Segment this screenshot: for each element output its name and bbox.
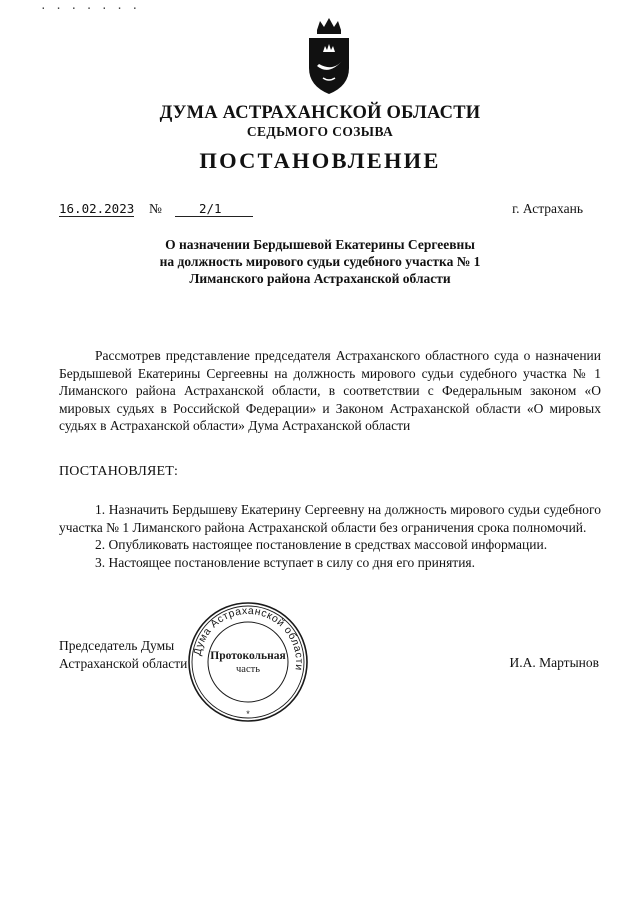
subject-line: на должность мирового судьи судебного участка № 1 (159, 254, 481, 269)
coat-of-arms-icon (303, 16, 355, 96)
scan-mark: · · · · · · · (40, 2, 140, 15)
document-type-title: ПОСТАНОВЛЕНИЕ (199, 148, 441, 173)
signatory-name: И.А. Мартынов (509, 655, 599, 670)
stamp-center-line1: Протокольная (210, 650, 286, 662)
document-number-value: 2/1 (199, 201, 222, 216)
signatory-title-line: Астраханской области (59, 656, 188, 671)
document-date: 16.02.2023 (59, 201, 135, 216)
resolution-item: 1. Назначить Бердышеву Екатерину Сергеевну на должность мирового судьи судебного участка № 1 Лиманского района Астраханской области без ограничения срока полномочий. (59, 502, 601, 535)
document-number (175, 201, 253, 217)
organization-name: ДУМА АСТРАХАНСКОЙ ОБЛАСТИ (159, 103, 481, 123)
document-city: г. Астрахань (512, 201, 583, 216)
signatory-title (59, 637, 187, 673)
preamble-paragraph: Рассмотрев представление председателя Астраханского областного суда о назначении Бердышевой Екатерины Сергеевны на должность мирового судьи судебного участка № 1 Лиманского района Астраханской области, в соответствии с Федеральным законом «О мировых судьях в Российской Федерации» и Законом Астраханской области «О мировых судьях в Астраханской области» Дума Астраханской области (59, 348, 601, 433)
signatory-title-line: Председатель Думы (59, 638, 175, 653)
official-stamp (186, 600, 310, 724)
convocation: СЕДЬМОГО СОЗЫВА (246, 124, 394, 139)
resolve-heading: ПОСТАНОВЛЯЕТ: (59, 464, 179, 479)
resolution-item: 3. Настоящее постановление вступает в силу со дня его принятия. (95, 554, 476, 570)
stamp-ring-text: Дума Астраханской области (191, 604, 306, 672)
document-subject (0, 236, 640, 287)
stamp-star: * (246, 709, 250, 719)
resolution-item: 2. Опубликовать настоящее постановление в средствах массовой информации. (95, 537, 548, 552)
resolution-items (59, 501, 601, 571)
stamp-center-line2: часть (236, 664, 260, 675)
subject-line: О назначении Бердышевой Екатерины Сергеевны (165, 237, 475, 252)
subject-line: Лиманского района Астраханской области (189, 271, 451, 286)
preamble (59, 347, 601, 435)
number-sign: № (149, 201, 162, 216)
